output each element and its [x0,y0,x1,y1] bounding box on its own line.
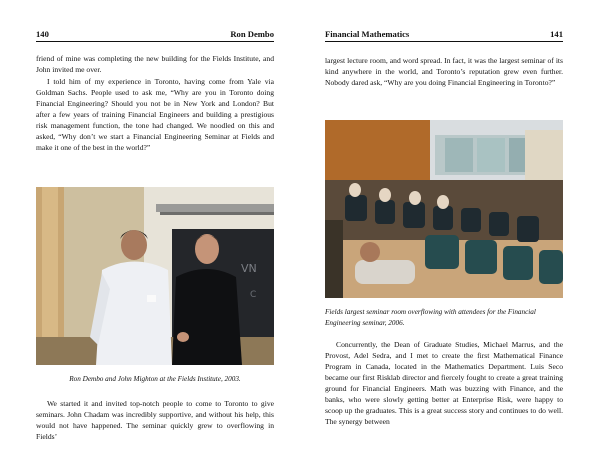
right-page-header [325,29,563,42]
svg-text:C: C [250,290,257,300]
left-photo-caption: Ron Dembo and John Mighton at the Fields Institute, 2003. [69,375,241,383]
left-paragraph-1: friend of mine was completing the new building for the Fields Institute, and John invited me over. [36,54,274,74]
left-page-header [36,29,274,42]
right-running-head: Financial Mathematics [325,29,410,39]
right-paragraph-1: largest lecture room, and word spread. In fact, it was the largest seminar of its kind anywhere in the world, and Toronto’s reputation grew even further. Nobody dared ask, “Why are you doing Financial Engineering in Toronto?” [325,56,563,87]
left-paragraph-3: We started it and invited top-notch people to come to Toronto to give seminars. John Chadam was incredibly supportive, and without his help, this would not have happened. The seminar quickly grew to overflowing in Fields’ [36,399,274,441]
right-paragraph-2: Concurrently, the Dean of Graduate Studies, Michael Marrus, and the Provost, Adel Sedra, and I met to create the first Mathematical Finance Program in Canada, located in the Mathematics Department. Luis Seco became our first Risklab director and fiercely fought to create a great training ground for Financial Engineers. Math was buzzing with Finance, and the banks, who were slowly getting better at Enterprise Risk, were happy to scoop up the graduates. This is a great success story and continues to do well. The synergy between [325,340,563,426]
right-photo-caption: Fields largest seminar room overflowing with attendees for the Financial Engineering seminar, 2006. [325,308,536,327]
left-page-number: 140 [36,29,49,39]
photo-dembo-mighton [36,187,274,365]
right-page-number: 141 [550,29,563,39]
photo-seminar-room [325,120,563,298]
left-paragraph-2: I told him of my experience in Toronto, having come from Yale via Goldman Sachs. People used to ask me, “Why are you in Toronto doing Financial Engineering? Should you not be in New York and London? But after a few years of training Financial Engineers and building a prestigious risk management function, the tone had changed. We noodled on this and asked, “Why don’t we start a Financial Engineering Seminar at Fields and make it one of the best in the world?” [36,77,274,152]
svg-text:VN: VN [241,262,257,275]
left-running-head: Ron Dembo [230,29,274,39]
